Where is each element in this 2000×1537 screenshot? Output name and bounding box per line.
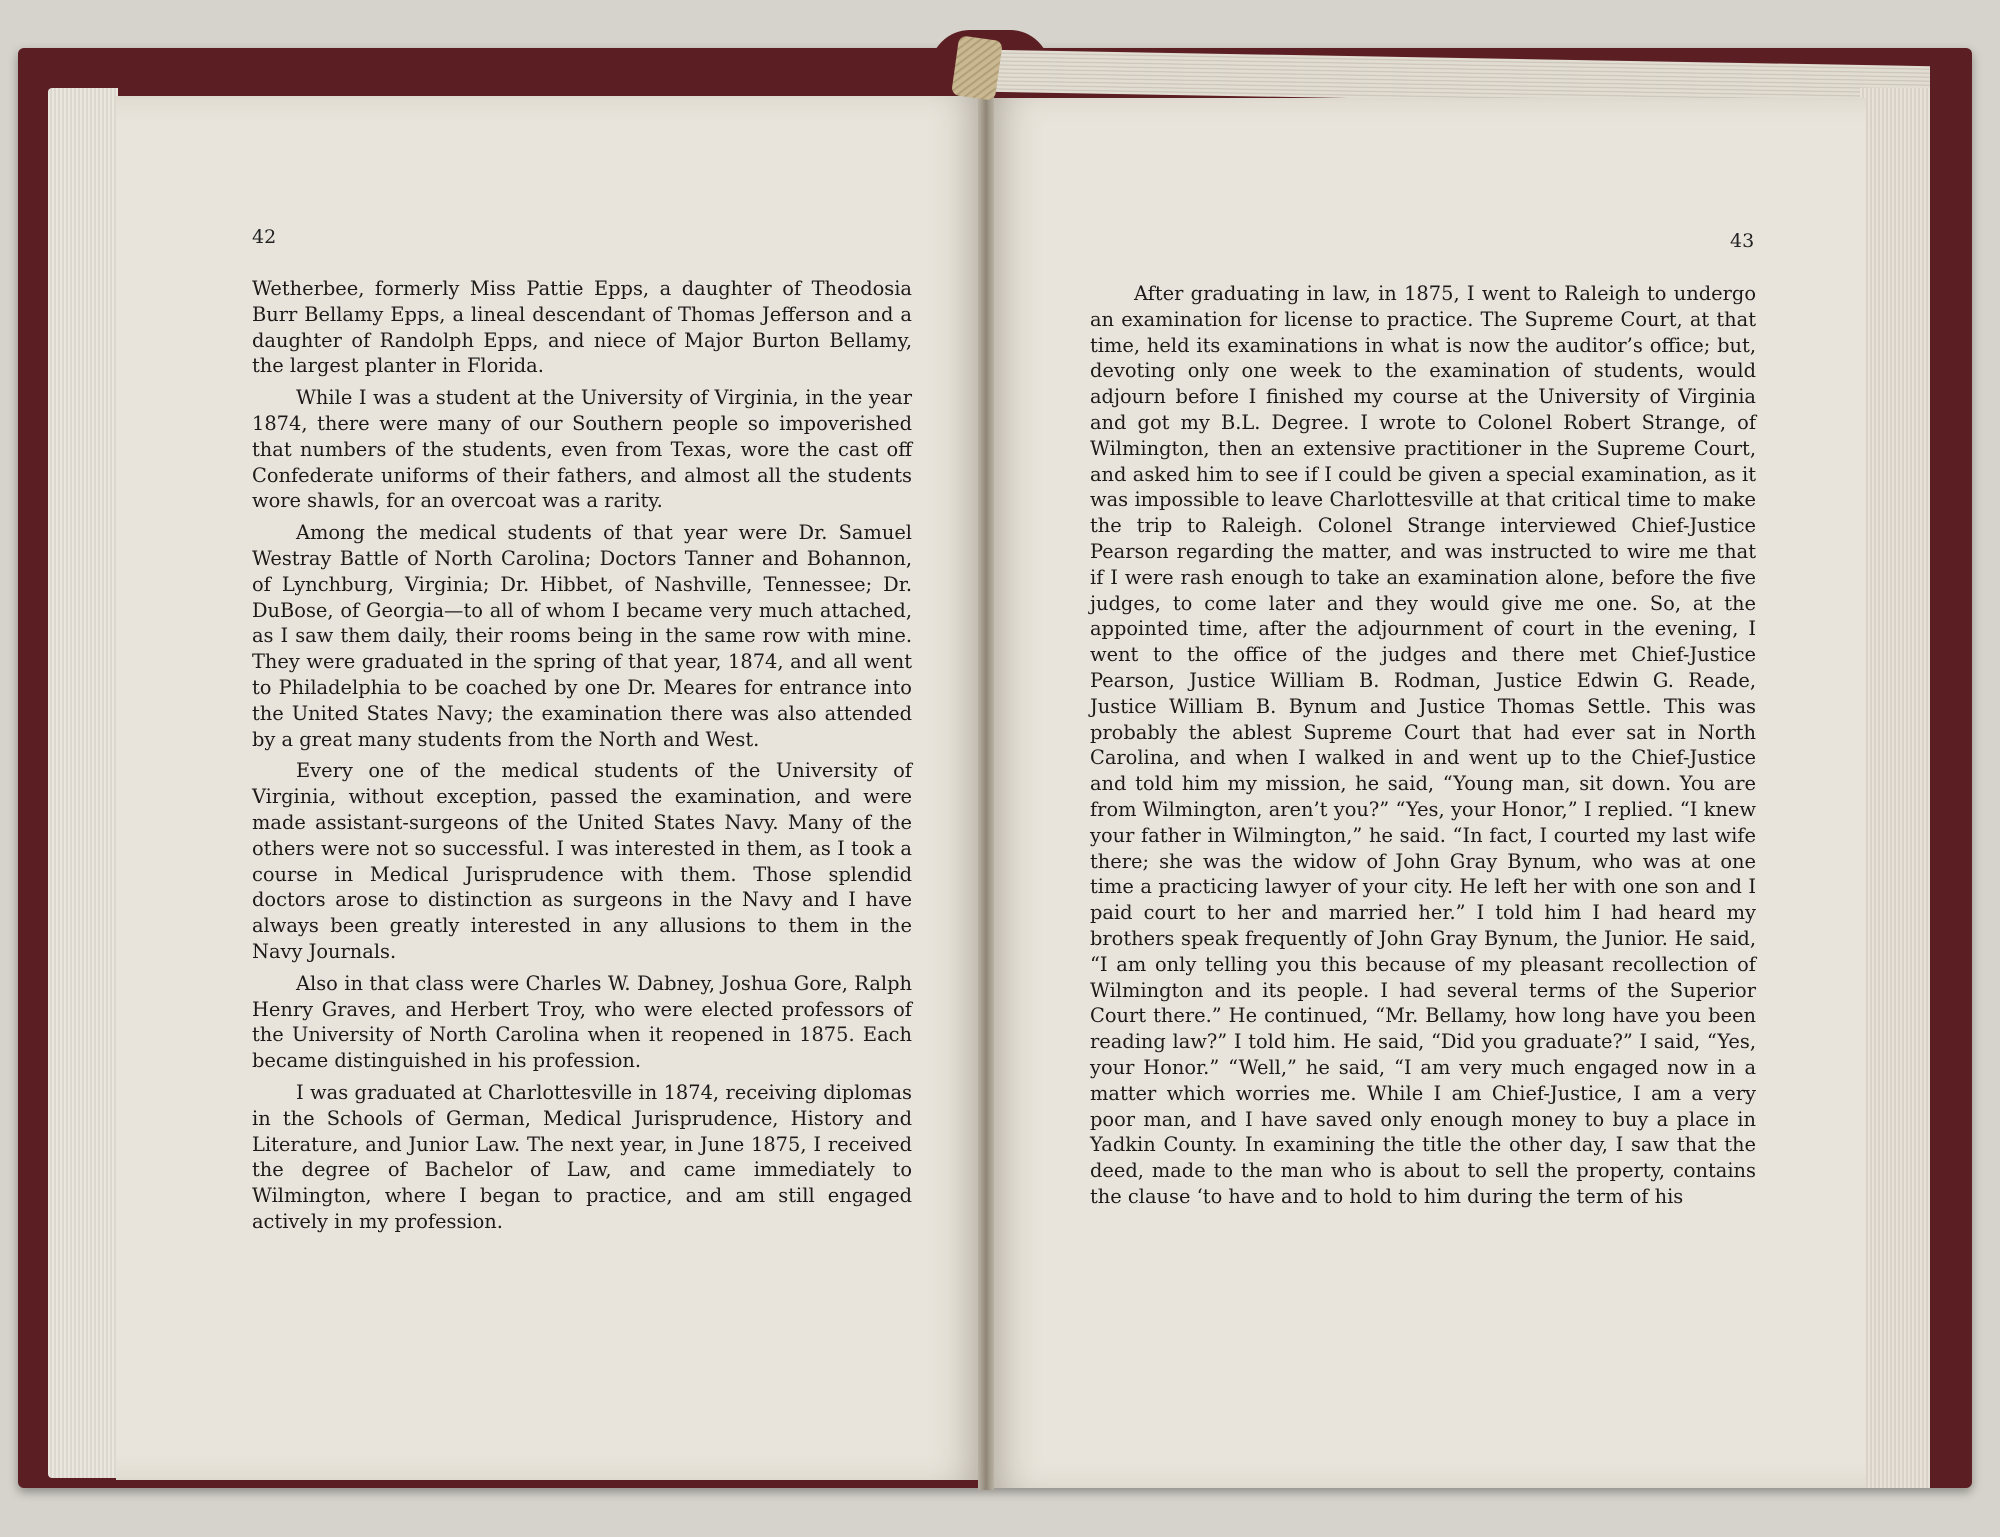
paragraph: After graduating in law, in 1875, I went to Raleigh to undergo an examination for license to practice. The Supreme Court, at that time, held its examinations in what is now the auditor’s office; but, devoting only one week to the examination of students, would adjourn before I finished my course at the University of Virginia and got my B.L. Degree. I wrote to Colonel Robert Strange, of Wilmington, then an extensive practitioner in the Supreme Court, and asked him to see if I could be given a special examination, as it was impossible to leave Charlottesville at that critical time to make the trip to Raleigh. Colonel Strange interviewed Chief-Justice Pearson regarding the matter, and was instructed to wire me that if I were rash enough to take an examination alone, before the five judges, to come later and they would give me one. So, at the appointed time, after the adjournment of court in the evening, I went to the office of the judges and there met Chief-Justice Pearson, Justice William B. Rodman, Justice Edwin G. Reade, Justice William B. Bynum and Justice Thomas Settle. This was probably the ablest Supreme Court that had ever sat in North Carolina, and when I walked in and went up to the Chief-Justice and told him my mission, he said, “Young man, sit down. You are from Wilmington, aren’t you?” “Yes, your Honor,” I replied. “I knew your father in Wilmington,” he said. “In fact, I courted my last wife there; she was the widow of John Gray Bynum, who was at one time a practicing lawyer of your city. He left her with one son and I paid court to her and married her.” I told him I had heard my brothers speak frequently of John Gray Bynum, the Junior. He said, “I am only telling you this because of my pleasant recollection of Wilmington and its people. I had several terms of the Superior Court there.” He continued, “Mr. Bellamy, how long have you been reading law?” I told him. He said, “Did you graduate?” I said, “Yes, your Honor.” “Well,” he said, “I am very much engaged now in a matter which worries me. While I am Chief-Justice, I am a very poor man, and I have saved only enough money to buy a place in Yadkin County. In examining the title the other day, I saw that the deed, made to the man who is about to sell the property, contains the clause ‘to have and to hold to him during the term of his xyxy=(1090,282,1756,1208)
right-page xyxy=(988,98,1866,1488)
page-number-right: 43 xyxy=(1730,230,1755,252)
page-edges-left xyxy=(48,88,118,1478)
paragraph: Every one of the medical students of the University of Virginia, without exception, passed the examination, and were made assistant-surgeons of the United States Navy. Many of the others were not so successful. I was interested in them, as I took a course in Medical Jurisprudence with them. Those splendid doctors arose to distinction as surgeons in the Navy and I have always been greatly interested in any allusions to them in the Navy Journals. xyxy=(252,759,912,963)
paragraph: Among the medical students of that year were Dr. Samuel Westray Battle of North Carolina; Doctors Tanner and Bohannon, of Lynchburg, Virginia; Dr. Hibbet, of Nashville, Tennessee; Dr. DuBose, of Georgia—to all of whom I became very much attached, as I saw them daily, their rooms being in the same row with mine. They were graduated in the spring of that year, 1874, and all went to Philadelphia to be coached by one Dr. Meares for entrance into the United States Navy; the examination there was also attended by a great many students from the North and West. xyxy=(252,521,912,751)
book-gutter xyxy=(978,90,994,1490)
paragraph: While I was a student at the University of Virginia, in the year 1874, there were many of our Southern people so impoverished that numbers of the students, even from Texas, wore the cast off Confederate uniforms of their fathers, and almost all the students wore shawls, for an overcoat was a rarity. xyxy=(252,386,912,513)
left-page xyxy=(116,96,984,1480)
paragraph: Wetherbee, formerly Miss Pattie Epps, a daughter of Theodosia Burr Bellamy Epps, a lineal descendant of Thomas Jefferson and a daughter of Randolph Epps, and niece of Major Burton Bellamy, the largest planter in Florida. xyxy=(252,277,912,378)
paragraph: Also in that class were Charles W. Dabney, Joshua Gore, Ralph Henry Graves, and Herbert Troy, who were elected professors of the University of North Carolina when it reopened in 1875. Each became distinguished in his profession. xyxy=(252,971,912,1073)
right-page-text xyxy=(1090,281,1756,1216)
paragraph: I was graduated at Charlottesville in 1874, receiving diplomas in the Schools of German, Medical Jurisprudence, History and Literature, and Junior Law. The next year, in June 1875, I received the degree of Bachelor of Law, and came immediately to Wilmington, where I began to practice, and am still engaged actively in my profession. xyxy=(252,1080,912,1233)
page-number-left: 42 xyxy=(252,226,277,248)
left-page-text xyxy=(252,276,912,1241)
page-edges-right xyxy=(1860,88,1930,1488)
bookmark-ribbon xyxy=(951,35,1003,101)
